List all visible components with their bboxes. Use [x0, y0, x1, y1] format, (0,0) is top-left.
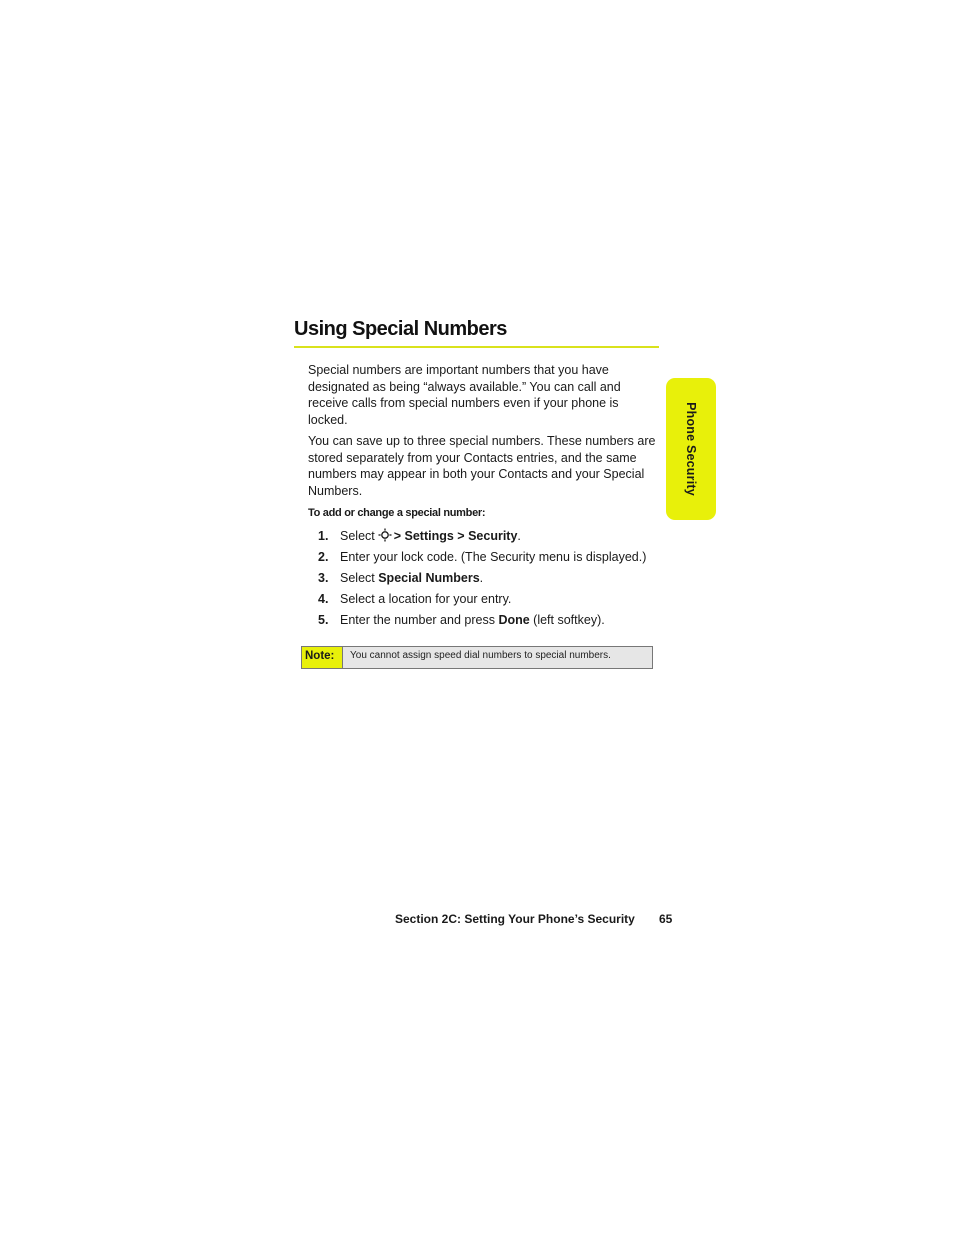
step-text	[340, 569, 483, 587]
step-text-end: .	[479, 571, 484, 585]
step-text-bold: > Settings > Security	[393, 529, 518, 543]
page-title: Using Special Numbers	[294, 318, 507, 340]
step-number: 5.	[318, 613, 329, 627]
step-text	[340, 590, 511, 608]
footer-section-title: Section 2C: Setting Your Phone’s Security	[395, 912, 635, 926]
step-number: 1.	[318, 529, 329, 543]
step-text-bold: Special Numbers	[378, 571, 480, 585]
step-number: 3.	[318, 571, 329, 585]
step-text-plain: Select a location for your entry.	[340, 592, 512, 606]
step-text	[340, 548, 646, 566]
step-4	[316, 590, 661, 611]
step-text	[340, 611, 605, 629]
step-text-end: (left softkey).	[529, 613, 605, 627]
steps-list	[316, 527, 661, 632]
step-text-plain: Enter the number and press	[340, 613, 499, 627]
heading-underline	[294, 346, 659, 348]
step-5	[316, 611, 661, 632]
step-number: 4.	[318, 592, 329, 606]
nav-key-icon	[378, 528, 392, 542]
procedure-title: To add or change a special number:	[308, 507, 486, 519]
step-2	[316, 548, 661, 569]
step-text-plain: Select	[340, 529, 375, 543]
intro-paragraph: Special numbers are important numbers that you have designated as being “always available.” You can call and receive calls from special numbers even if your phone is locked.	[308, 363, 621, 427]
note-text: You cannot assign speed dial numbers to special numbers.	[350, 650, 611, 661]
step-text	[340, 527, 521, 545]
step-text-plain: Select	[340, 571, 379, 585]
note-box	[301, 646, 653, 669]
step-text-bold: Done	[498, 613, 530, 627]
side-tab-label: Phone Security	[684, 402, 698, 496]
note-label: Note:	[302, 647, 343, 668]
section-side-tab	[666, 378, 716, 520]
step-3	[316, 569, 661, 590]
step-1	[316, 527, 661, 548]
step-text-end: .	[517, 529, 521, 543]
step-text-plain: Enter your lock code. (The Security menu is displayed.)	[340, 550, 647, 564]
step-number: 2.	[318, 550, 329, 564]
page-number: 65	[659, 912, 673, 926]
details-paragraph: You can save up to three special numbers. These numbers are stored separately from your Contacts entries, and the same numbers may appear in both your Contacts and your Special Numbers.	[308, 434, 656, 498]
